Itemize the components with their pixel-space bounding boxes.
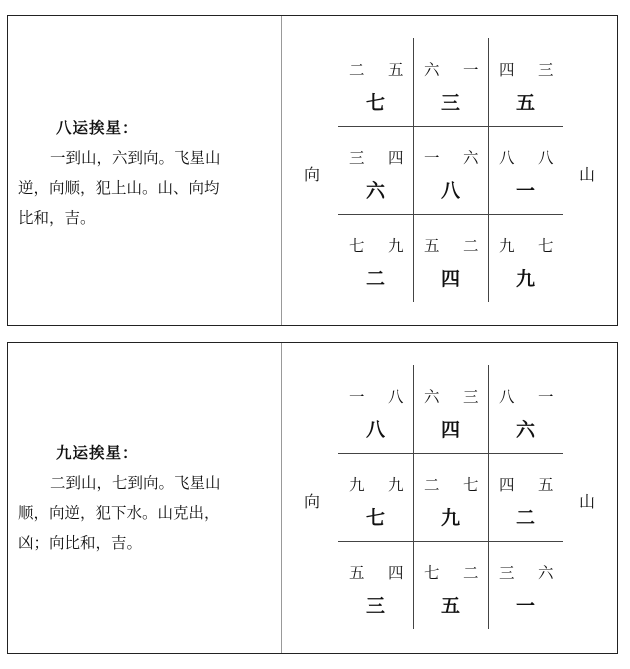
period-star: 四 <box>440 268 460 290</box>
mountain-star: 一 <box>349 388 365 406</box>
period-star: 五 <box>440 595 460 617</box>
period-star: 四 <box>440 419 460 441</box>
facing-star: 八 <box>388 388 404 406</box>
facing-star: 三 <box>463 388 479 406</box>
mountain-star: 四 <box>499 476 515 494</box>
period-star: 二 <box>515 507 535 529</box>
facing-label: 向 <box>304 492 321 511</box>
star-cell <box>488 453 563 541</box>
star-cell <box>488 38 563 126</box>
mountain-star: 八 <box>499 149 515 167</box>
star-cell <box>413 38 488 126</box>
period-star: 三 <box>440 92 460 114</box>
facing-star: 二 <box>463 237 479 255</box>
facing-label: 向 <box>304 165 321 184</box>
desc-line-1: 二到山，七到向。飞星山 <box>50 474 221 492</box>
column-divider <box>281 343 282 653</box>
star-cell <box>488 214 563 302</box>
star-cell <box>413 365 488 453</box>
mountain-label: 山 <box>579 492 596 511</box>
star-cell <box>338 126 413 214</box>
column-divider <box>281 16 282 325</box>
mountain-star: 四 <box>499 61 515 79</box>
mountain-star: 九 <box>349 476 365 494</box>
panel-ninth-period <box>7 342 618 654</box>
desc-line-2: 顺，向逆，犯下水。山克出， <box>18 504 220 522</box>
flying-star-grid <box>338 38 563 302</box>
mountain-star: 九 <box>499 237 515 255</box>
mountain-star: 三 <box>349 149 365 167</box>
period-star: 七 <box>365 507 385 529</box>
facing-star: 七 <box>463 476 479 494</box>
period-star: 三 <box>365 595 385 617</box>
period-star: 八 <box>365 419 385 441</box>
star-cell <box>413 214 488 302</box>
panel-heading: 九运挨星： <box>56 443 139 462</box>
period-star: 一 <box>515 595 535 617</box>
mountain-star: 三 <box>499 564 515 582</box>
period-star: 九 <box>515 268 535 290</box>
text-column <box>8 16 281 325</box>
period-star: 二 <box>365 268 385 290</box>
facing-star: 一 <box>463 61 479 79</box>
facing-star: 九 <box>388 476 404 494</box>
panel-heading: 八运挨星： <box>56 118 139 137</box>
mountain-star: 五 <box>424 237 440 255</box>
panel-eighth-period <box>7 15 618 326</box>
facing-star: 六 <box>463 149 479 167</box>
mountain-star: 二 <box>424 476 440 494</box>
star-cell <box>488 126 563 214</box>
desc-line-3: 比和，吉。 <box>18 209 96 227</box>
facing-star: 九 <box>388 237 404 255</box>
star-cell <box>413 453 488 541</box>
period-star: 七 <box>365 92 385 114</box>
facing-star: 五 <box>538 476 554 494</box>
text-column <box>8 343 281 653</box>
desc-line-3: 凶；向比和，吉。 <box>18 534 143 552</box>
panel-description <box>18 468 274 558</box>
period-star: 五 <box>515 92 535 114</box>
facing-star: 七 <box>538 237 554 255</box>
star-cell <box>338 38 413 126</box>
facing-star: 二 <box>463 564 479 582</box>
star-cell <box>488 541 563 629</box>
mountain-star: 一 <box>424 149 440 167</box>
period-star: 六 <box>515 419 535 441</box>
period-star: 九 <box>440 507 460 529</box>
mountain-star: 七 <box>349 237 365 255</box>
mountain-label: 山 <box>579 165 596 184</box>
facing-star: 五 <box>388 61 404 79</box>
facing-star: 六 <box>538 564 554 582</box>
mountain-star: 六 <box>424 388 440 406</box>
star-cell <box>338 214 413 302</box>
desc-line-2: 逆，向顺，犯上山。山、向均 <box>18 179 220 197</box>
desc-line-1: 一到山，六到向。飞星山 <box>50 149 221 167</box>
star-cell <box>413 541 488 629</box>
facing-star: 四 <box>388 564 404 582</box>
star-cell <box>338 453 413 541</box>
period-star: 一 <box>515 180 535 202</box>
star-cell <box>338 541 413 629</box>
mountain-star: 七 <box>424 564 440 582</box>
period-star: 六 <box>365 180 385 202</box>
panel-description <box>18 143 274 233</box>
mountain-star: 八 <box>499 388 515 406</box>
mountain-star: 二 <box>349 61 365 79</box>
star-cell <box>488 365 563 453</box>
period-star: 八 <box>440 180 460 202</box>
facing-star: 三 <box>538 61 554 79</box>
flying-star-grid <box>338 365 563 629</box>
facing-star: 四 <box>388 149 404 167</box>
mountain-star: 六 <box>424 61 440 79</box>
mountain-star: 五 <box>349 564 365 582</box>
star-cell <box>338 365 413 453</box>
star-cell <box>413 126 488 214</box>
facing-star: 八 <box>538 149 554 167</box>
facing-star: 一 <box>538 388 554 406</box>
